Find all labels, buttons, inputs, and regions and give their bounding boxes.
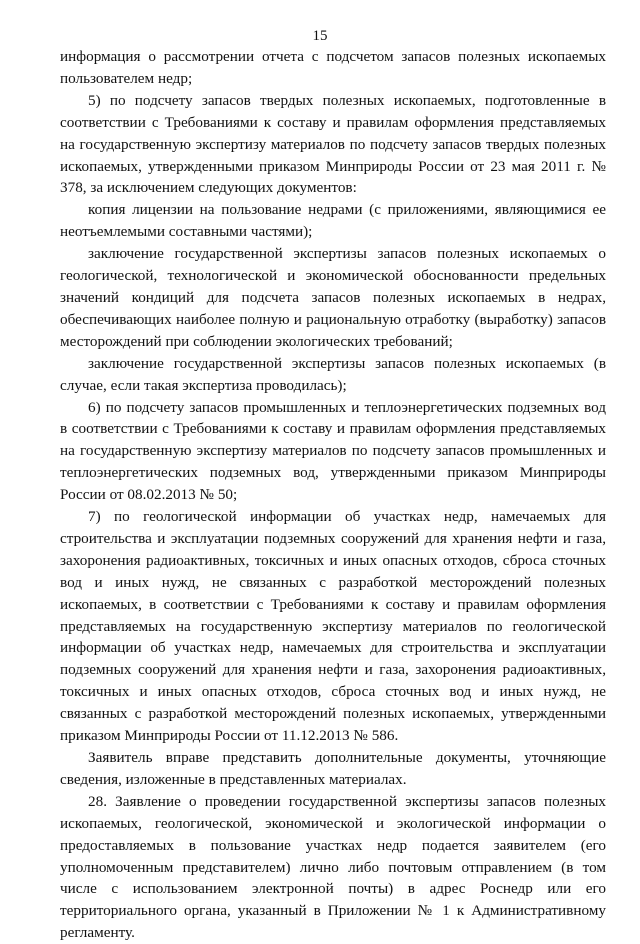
paragraph-conditions-conclusion: заключение государственной экспертизы запасов полезных ископаемых о геологической, технологической и экономической обоснованности предельных значений кондиций для подсчета запасов полезных ископаемых в недрах, обеспечивающих наиболее полную и рациональную отработку (выработку) запасов месторождений при соблюдении экологических требований; xyxy=(60,245,606,350)
paragraph-item-28: 28. Заявление о проведении государственной экспертизы запасов полезных ископаемых, геологической, экономической и экологической информации о предоставляемых в пользование участках недр подается заявителем (его уполномоченным представителем) лично либо почтовым отправлением (в том числе с использованием электронной почты) в адрес Роснедр или его территориального органа, указанный в Приложении № 1 к Административному регламенту. xyxy=(60,792,606,942)
paragraph-reserves-conclusion: заключение государственной экспертизы запасов полезных ископаемых (в случае, если такая экспертиза проводилась); xyxy=(60,354,606,394)
paragraph-item-7: 7) по геологической информации об участках недр, намечаемых для строительства и эксплуатации подземных сооружений для хранения нефти и газа, захоронения радиоактивных, токсичных и иных опасных отходов, сброса сточных вод и иных нужд, не связанных с разработкой месторождений полезных ископаемых, в соответствии с Требованиями к составу и правилам оформления представляемых на государственную экспертизу материалов по геологической информации об участках недр, намечаемых для строительства и эксплуатации подземных сооружений для хранения нефти и газа, захоронения радиоактивных, токсичных и иных опасных отходов, сброса сточных вод и иных нужд, не связанных с разработкой месторождений полезных ископаемых, утвержденными приказом Минприроды России от 11.12.2013 № 586. xyxy=(60,508,606,745)
paragraph-item-6: 6) по подсчету запасов промышленных и теплоэнергетических подземных вод в соответствии с Требованиями к составу и правилам оформления представляемых на государственную экспертизу материалов по подсчету запасов промышленных и теплоэнергетических подземных вод, утвержденными приказом Минприроды России от 08.02.2013 № 50; xyxy=(60,398,606,504)
paragraph-license-copy: копия лицензии на пользование недрами (с приложениями, являющимися ее неотъемлемыми составными частями); xyxy=(60,201,606,241)
paragraph-additional-documents: Заявитель вправе представить дополнительные документы, уточняющие сведения, изложенные в представленных материалах. xyxy=(60,749,606,788)
paragraph-continuation: информация о рассмотрении отчета с подсчетом запасов полезных ископаемых пользователем недр; xyxy=(60,48,606,87)
paragraph-item-5: 5) по подсчету запасов твердых полезных ископаемых, подготовленные в соответствии с Требованиями к составу и правилам оформления представляемых на государственную экспертизу материалов по подсчету запасов твердых полезных ископаемых, утвержденными приказом Минприроды России от 23 мая 2011 г. № 378, за исключением следующих документов: xyxy=(60,91,606,197)
document-body xyxy=(60,46,606,944)
page-number: 15 xyxy=(312,28,328,44)
